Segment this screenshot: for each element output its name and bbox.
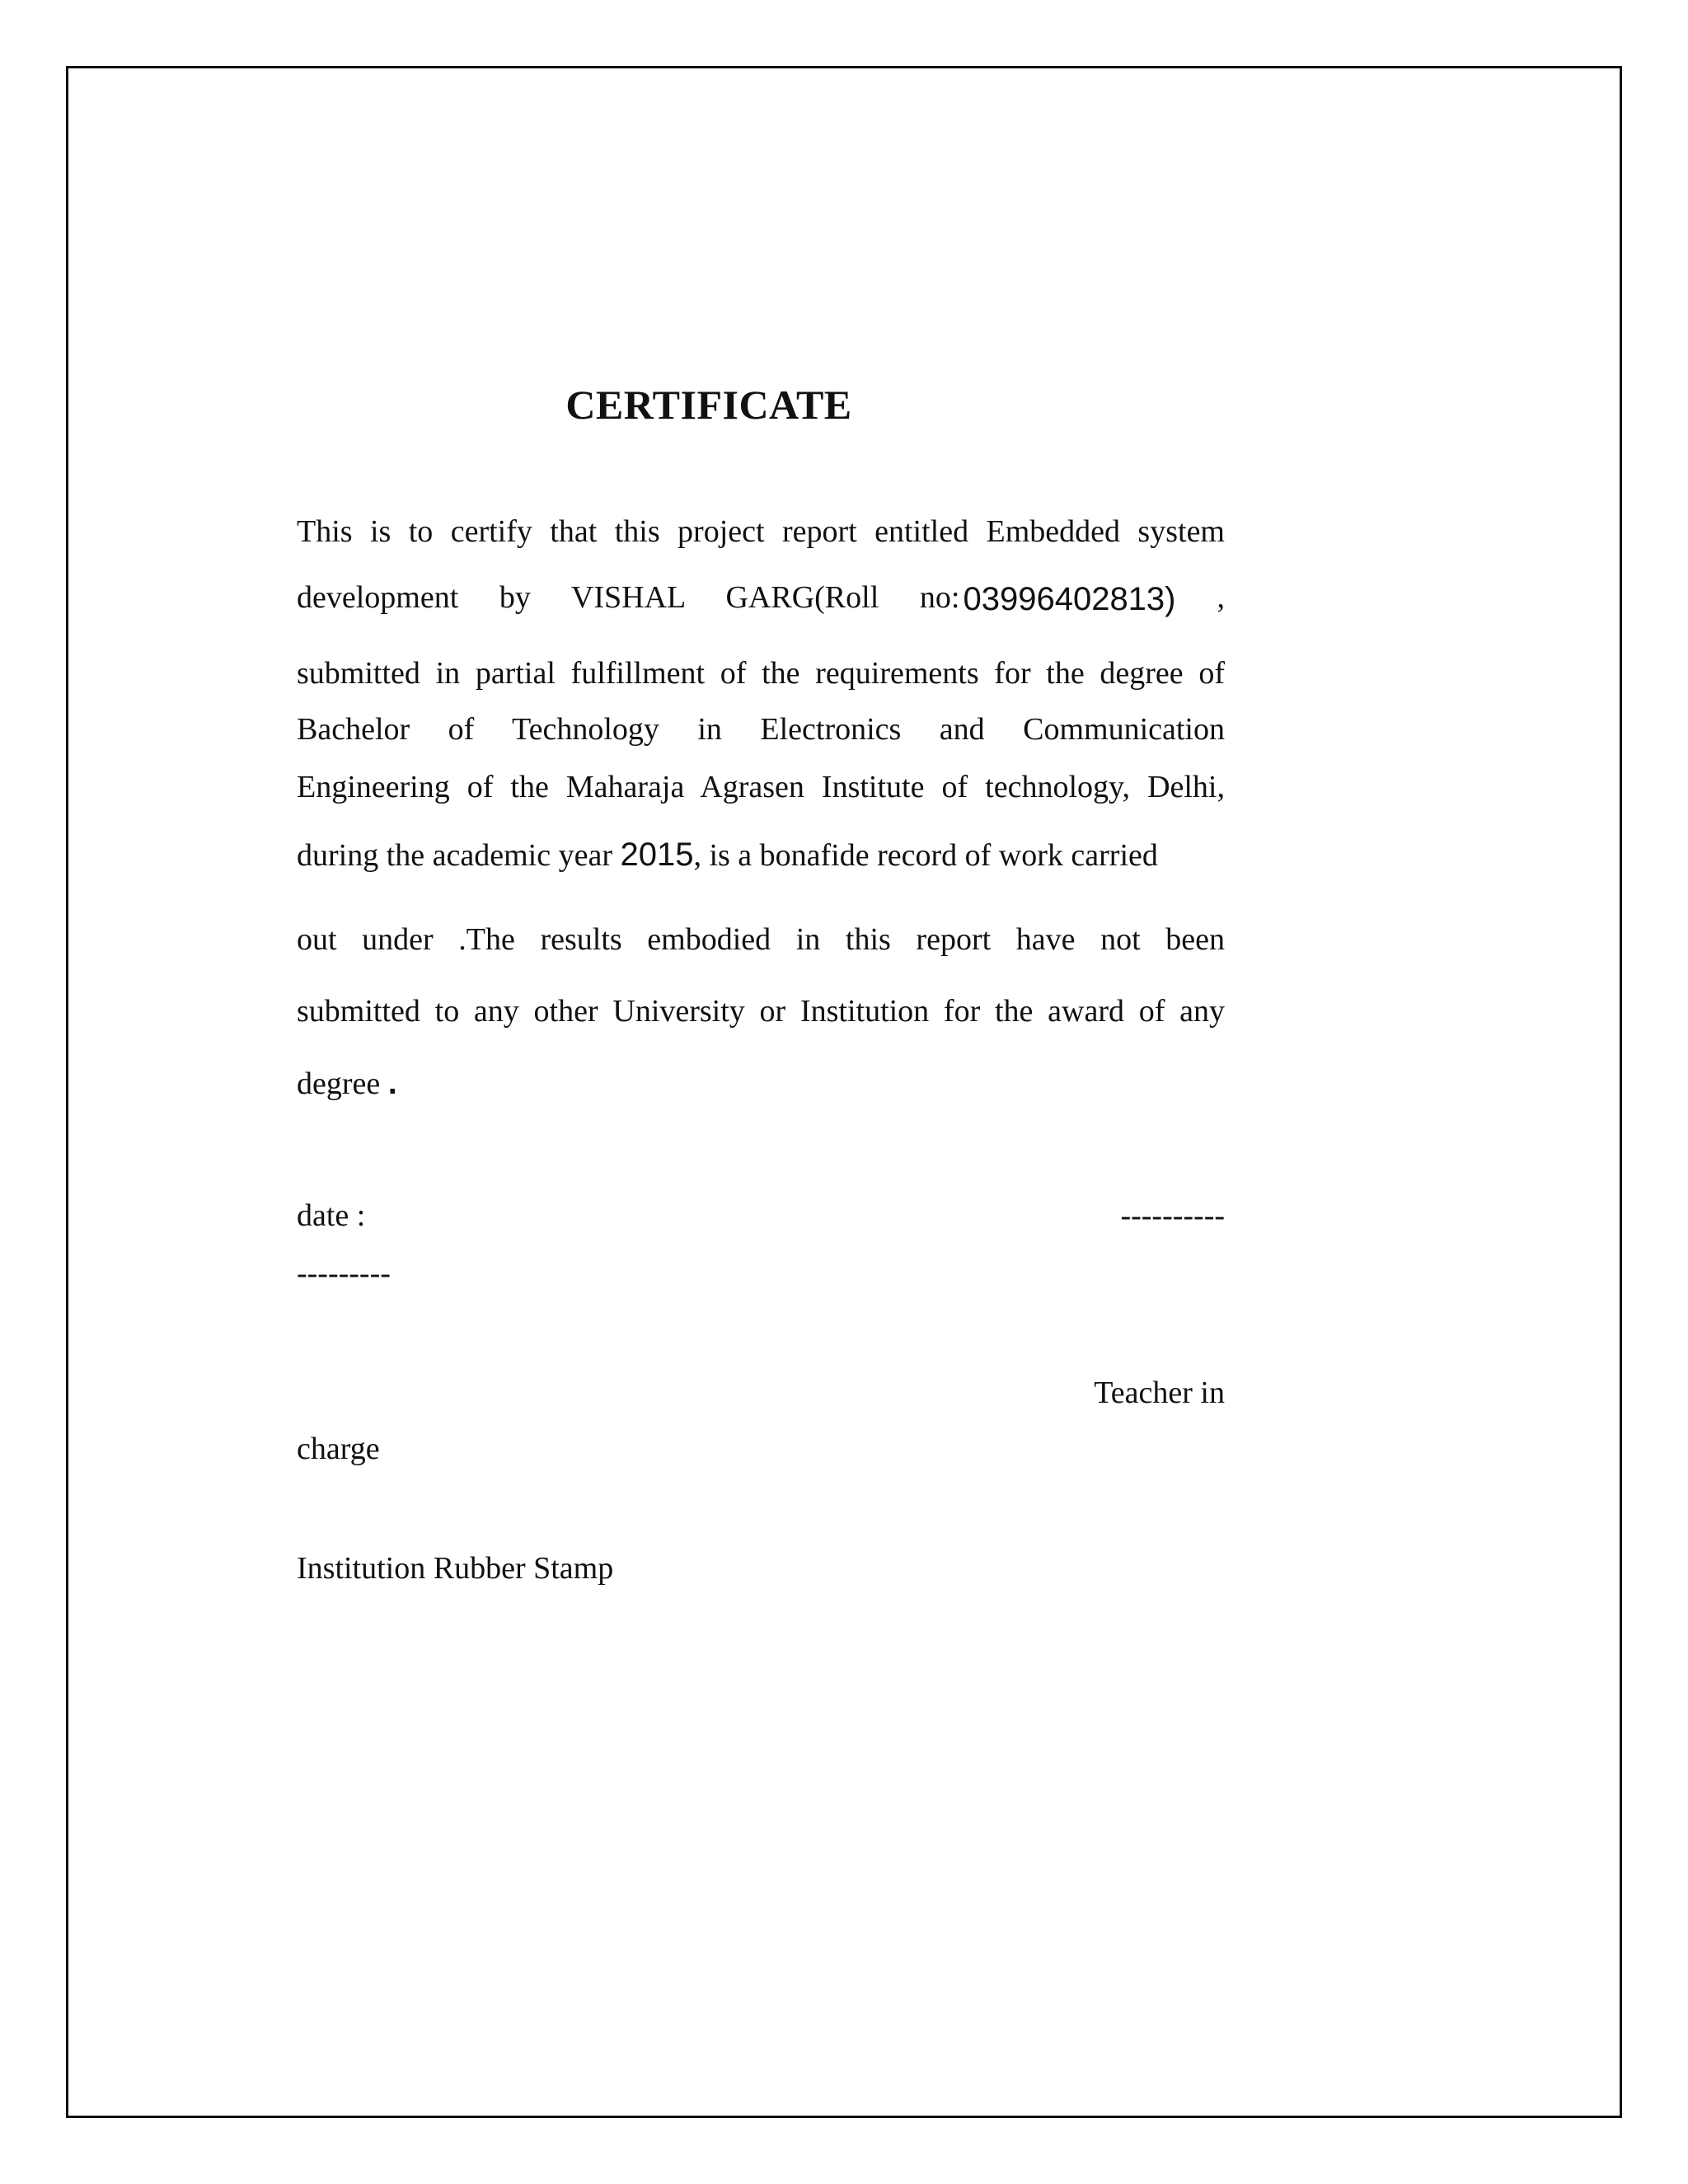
body-line-1: This is to certify that this project report entitled Embedded system [297,514,1225,549]
body-line-6-post: , is a bonafide record of work carried [693,838,1158,873]
body-line-7: out under .The results embodied in this report have not been [297,922,1225,957]
signature-dash-left: --------- [297,1256,391,1291]
body-line-3: submitted in partial fulfillment of the requirements for the degree of [297,656,1225,691]
institution-stamp-label: Institution Rubber Stamp [297,1551,614,1586]
body-line-9 [297,1065,1225,1102]
body-line-5: Engineering of the Maharaja Agrasen Institute of technology, Delhi, [297,770,1225,804]
certificate-title: CERTIFICATE [565,382,852,428]
body-line-6-pre: during the academic year [297,838,621,873]
teacher-label-line1: Teacher in [1094,1376,1225,1410]
signature-dash-right: ---------- [1120,1198,1225,1233]
body-line-2 [297,581,1225,617]
date-label: date : [297,1198,366,1233]
body-line-2-comma: , [1217,580,1225,615]
academic-year: 2015 [620,837,694,873]
date-line [297,1199,1225,1234]
roll-number: 03996402813) [963,581,1176,617]
body-line-6 [297,837,1225,874]
body-line-9-text: degree [297,1066,381,1101]
body-line-4: Bachelor of Technology in Electronics and Communication [297,712,1225,747]
body-line-8: submitted to any other University or Institution for the award of any [297,994,1225,1029]
teacher-label-line2: charge [297,1432,380,1466]
body-line-2-text: development by VISHAL GARG(Roll no: [297,580,960,615]
body-line-9-period: . [387,1065,397,1101]
